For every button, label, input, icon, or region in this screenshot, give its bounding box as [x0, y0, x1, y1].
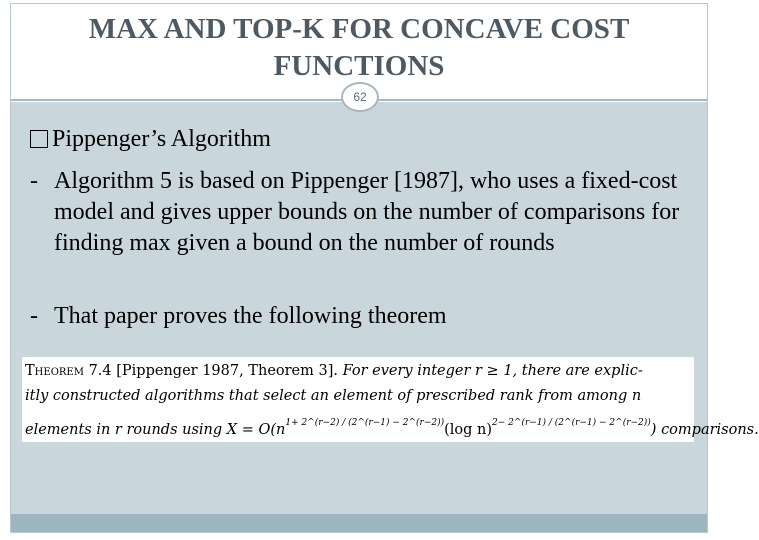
theorem-log-term: (log n) — [444, 422, 493, 438]
bullet-text: Algorithm 5 is based on Pippenger [1987], who uses a fixed-cost model and gives upper bounds on the number of comparisons for finding max given a bound on the number of rounds — [54, 168, 680, 256]
theorem-line-1-text: For every integer r ≥ 1, there are explic- — [342, 363, 643, 379]
theorem-exponent-1: 1+ 2^(r−2) / (2^(r−1) − 2^(r−2)) — [285, 418, 445, 428]
theorem-line-3-prefix: elements in r rounds using X = O(n — [25, 422, 286, 438]
theorem-label: Theorem 7.4 — [25, 363, 112, 379]
section-heading-text: Pippenger’s Algorithm — [52, 126, 271, 152]
theorem-citation: [Pippenger 1987, Theorem 3]. — [116, 363, 338, 379]
bullet-box-icon — [30, 130, 48, 148]
bullet-text: That paper proves the following theorem — [54, 303, 447, 329]
footer-bar — [11, 514, 707, 532]
slide-title: MAX AND TOP-K FOR CONCAVE COST FUNCTIONS — [88, 13, 630, 82]
bullet-marker: - — [30, 168, 38, 194]
theorem-line-3-suffix: ) comparisons. — [650, 422, 759, 438]
bullet-marker: - — [30, 303, 38, 329]
theorem-line-3 — [25, 418, 759, 438]
theorem-line-2: itly constructed algorithms that select an element of prescribed rank from among n — [25, 388, 642, 404]
theorem-image — [22, 357, 759, 442]
theorem-line-1 — [25, 363, 643, 379]
section-heading — [30, 124, 271, 154]
slide-number: 62 — [341, 82, 379, 112]
theorem-exponent-2: 2− 2^(r−1) / (2^(r−1) − 2^(r−2)) — [492, 418, 651, 428]
